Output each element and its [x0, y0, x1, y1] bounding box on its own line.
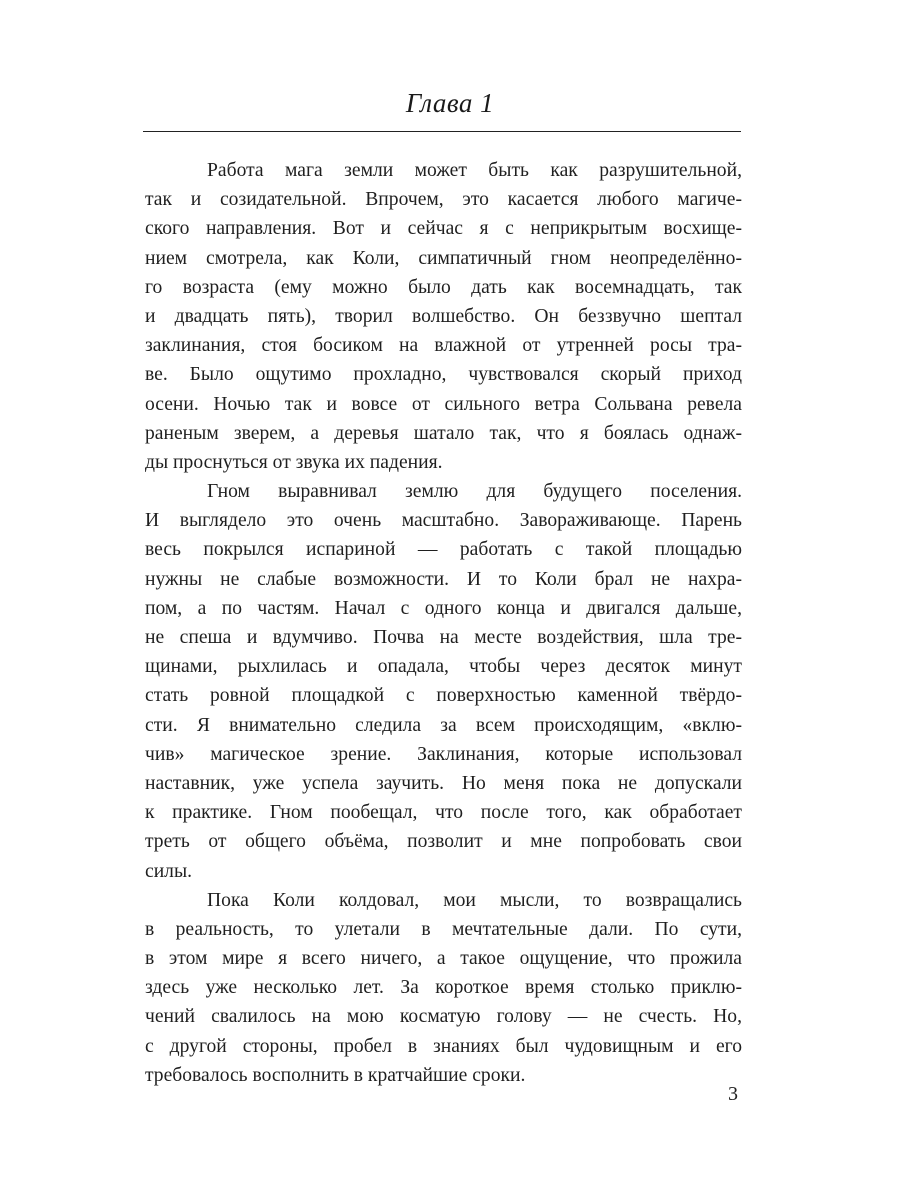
text-line: нужны не слабые возможности. И то Коли брал не нахра- [145, 568, 742, 590]
chapter-divider-rule [143, 131, 741, 132]
text-line: здесь уже несколько лет. За короткое время столько приклю- [145, 977, 742, 999]
text-line: Пока Коли колдовал, мои мысли, то возвращались [207, 889, 742, 911]
text-line: не спеша и вдумчиво. Почва на месте воздействия, шла тре- [145, 627, 742, 648]
text-line: И выглядело это очень масштабно. Завораживающе. Парень [145, 510, 742, 532]
text-line: го возраста (ему можно было дать как восемнадцать, так [145, 276, 742, 298]
text-line: чений свалилось на мою косматую голову — не счесть. Но, [145, 1006, 742, 1028]
text-line: заклинания, стоя босиком на влажной от утренней росы тра- [145, 335, 742, 357]
chapter-title: Глава 1 [405, 88, 495, 118]
text-line: ды проснуться от звука их падения. [145, 451, 443, 473]
text-line: ского направления. Вот и сейчас я с неприкрытым восхище- [145, 218, 742, 240]
text-line: нием смотрела, как Коли, симпатичный гном неопределённо- [145, 247, 742, 269]
text-line: чив» магическое зрение. Заклинания, которые использовал [145, 743, 742, 765]
text-line: осени. Ночью так и вовсе от сильного ветра Сольвана ревела [145, 393, 742, 415]
text-line: к практике. Гном пообещал, что после того, как обработает [145, 802, 742, 824]
text-line: в этом мире я всего ничего, а такое ощущение, что прожила [145, 948, 742, 970]
text-line: раненым зверем, а деревья шатало так, что я боялась однаж- [145, 422, 742, 444]
text-line: пом, а по частям. Начал с одного конца и двигался дальше, [145, 597, 742, 619]
text-line: так и созидательной. Впрочем, это касается любого магиче- [145, 189, 742, 211]
text-line: Работа мага земли может быть как разрушительной, [207, 160, 742, 181]
text-line: в реальность, то улетали в мечтательные дали. По сути, [145, 918, 742, 940]
text-line: стать ровной площадкой с поверхностью каменной твёрдо- [145, 685, 742, 707]
text-line: силы. [145, 860, 193, 882]
text-line: треть от общего объёма, позволит и мне попробовать свои [145, 831, 742, 853]
text-line: сти. Я внимательно следила за всем происходящим, «вклю- [145, 714, 742, 736]
text-line: щинами, рыхлилась и опадала, чтобы через десяток минут [145, 656, 742, 678]
body-text [145, 156, 742, 1090]
text-line: наставник, уже успела заучить. Но меня пока не допускали [145, 772, 742, 794]
page-number: 3 [728, 1083, 738, 1105]
text-line: ве. Было ощутимо прохладно, чувствовался скорый приход [145, 364, 742, 386]
text-line: с другой стороны, пробел в знаниях был чудовищным и его [145, 1035, 742, 1057]
text-line: Гном выравнивал землю для будущего поселения. [207, 481, 742, 503]
text-line: требовалось восполнить в кратчайшие сроки. [145, 1064, 526, 1086]
text-line: и двадцать пять), творил волшебство. Он беззвучно шептал [145, 305, 742, 327]
text-line: весь покрылся испариной — работать с такой площадью [145, 539, 742, 561]
